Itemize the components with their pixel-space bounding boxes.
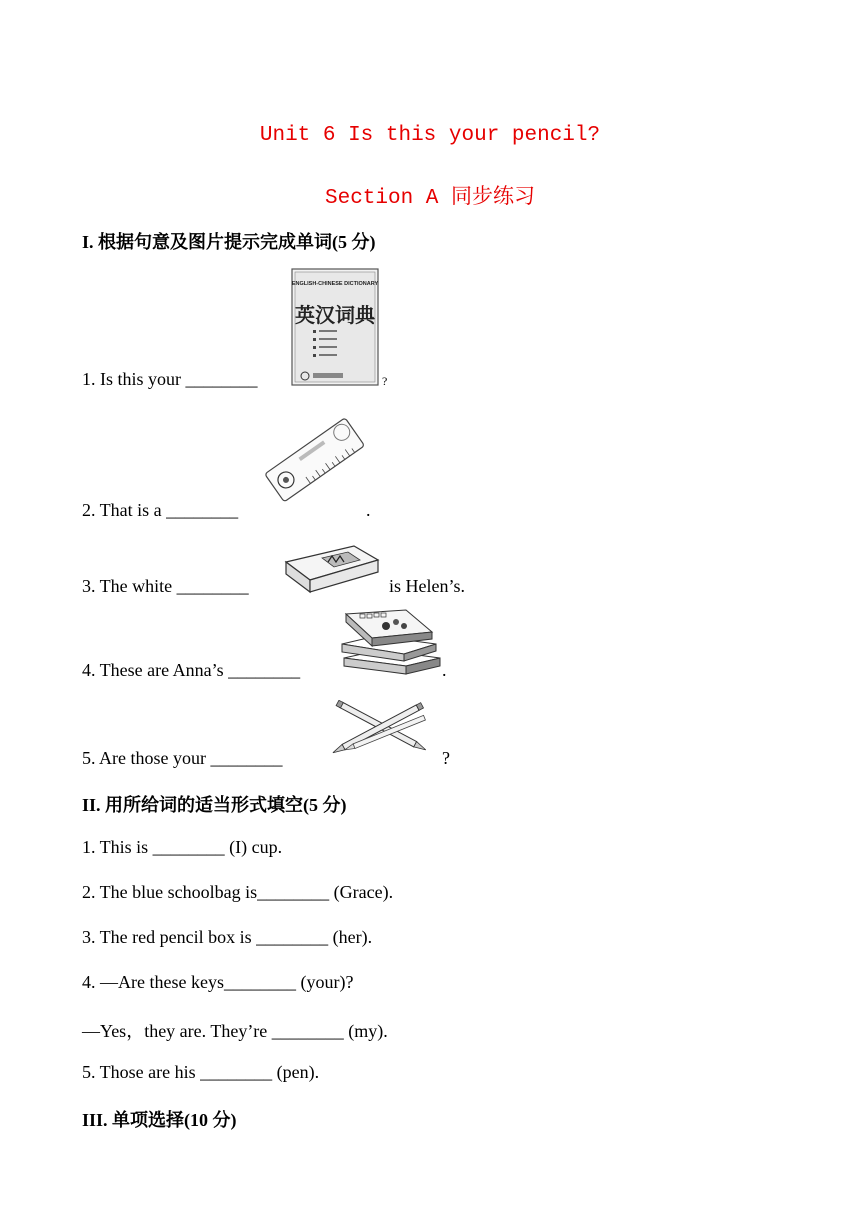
dictionary-title-zh: 英汉词典 [295,303,375,327]
part1-heading: I. 根据句意及图片提示完成单词(5 分) [82,232,376,252]
part2-heading: II. 用所给词的适当形式填空(5 分) [82,795,347,815]
ruler-picture [258,406,368,516]
dictionary-title-en: ENGLISH-CHINESE DICTIONARY [291,281,379,287]
dictionary-picture [291,268,379,386]
part1-item-4-end: . [442,660,447,680]
part3-heading: III. 单项选择(10 分) [82,1110,237,1130]
part2-line-4: 4. —Are these keys________ (your)? [82,972,354,992]
part2-line-3: 3. The red pencil box is ________ (her). [82,927,373,947]
part1-item-3-end: is Helen’s. [389,576,465,596]
part1-item-2: 2. That is a ________ [82,500,239,520]
part2-line-5: —Yes，they are. They’re ________ (my). [82,1021,388,1041]
part1-item-1: 1. Is this your ________ [82,369,258,389]
part1-item-3: 3. The white ________ [82,576,249,596]
part1-item-4: 4. These are Anna’s ________ [82,660,301,680]
part1-item-1-end: ? [382,374,388,388]
part2-line-2: 2. The blue schoolbag is________ (Grace). [82,882,394,902]
part1-item-5: 5. Are those your ________ [82,748,283,768]
part1-item-5-end: ? [442,748,450,768]
part1-item-2-end: . [366,500,371,520]
section-subtitle: Section A 同步练习 [324,187,536,210]
eraser-picture [282,540,382,596]
part2-line-1: 1. This is ________ (I) cup. [82,837,283,857]
pencils-picture [324,700,440,760]
page-title: Unit 6 Is this your pencil? [259,124,601,147]
part2-line-6: 5. Those are his ________ (pen). [82,1062,320,1082]
books-picture [336,608,446,678]
